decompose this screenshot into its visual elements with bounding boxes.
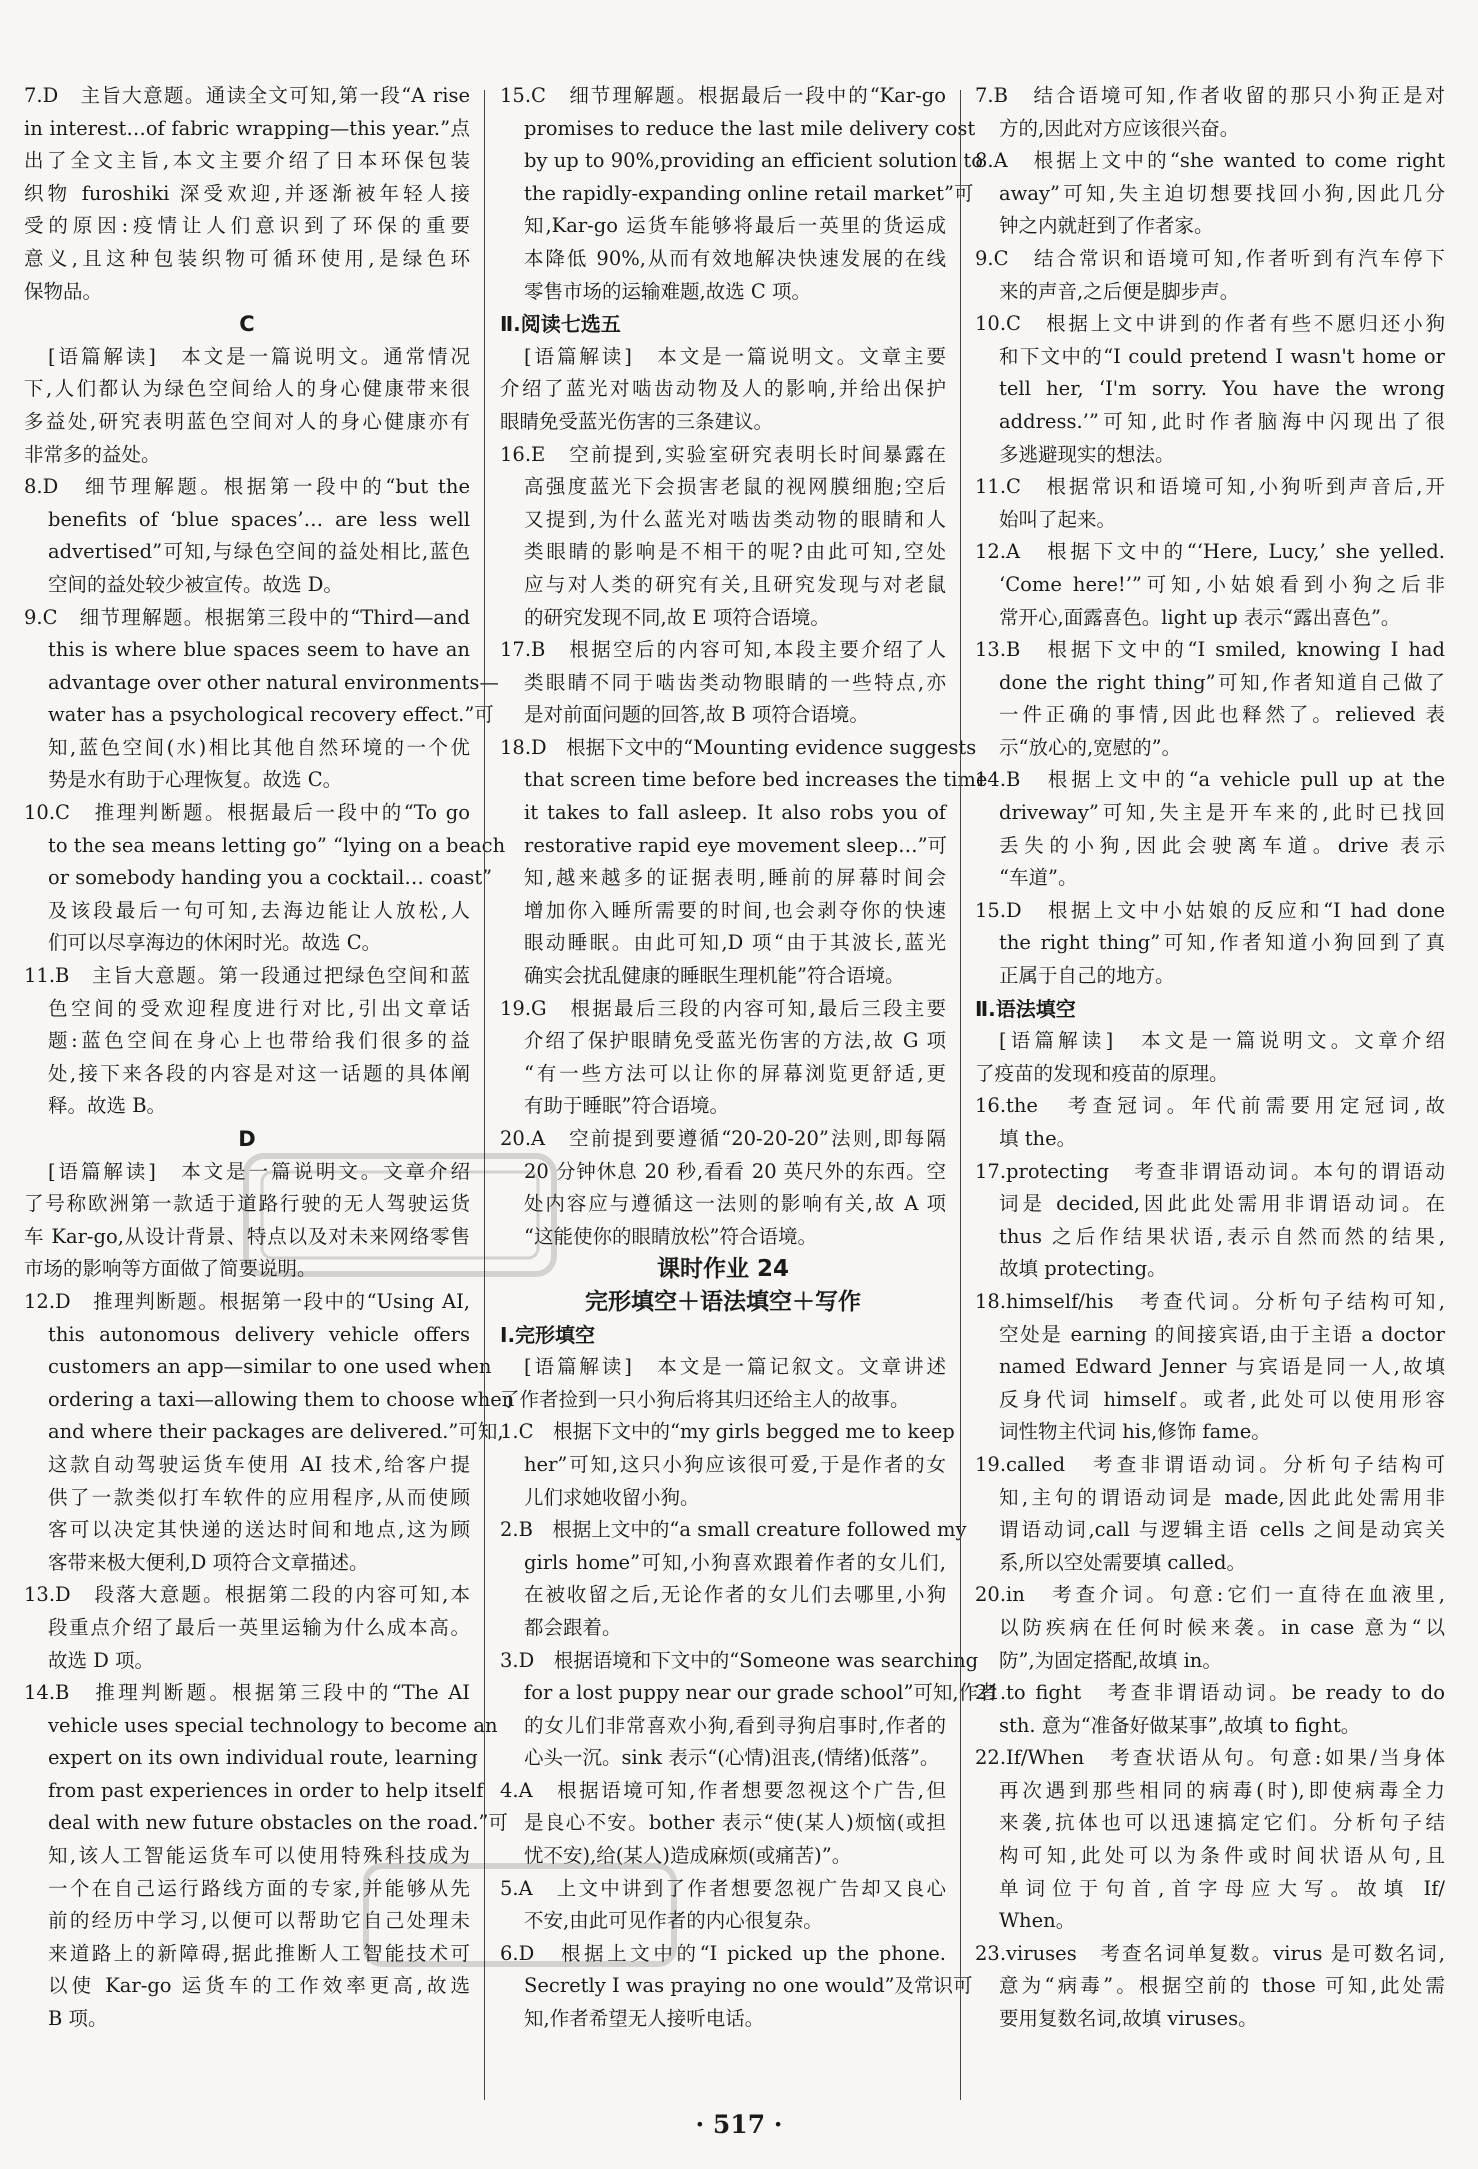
text-line: by up to 90%,providing an efficient solution to [524,149,984,173]
text-line: 了作者捡到一只小狗后将其归还给主人的故事。 [500,1387,910,1411]
text-line: [语篇解读] 本文是一篇说明文。文章介绍 [999,1029,1445,1053]
lesson-title: 完形填空＋语法填空＋写作 [585,1288,861,1315]
text-line: 16.E 空前提到,实验室研究表明长时间暴露在 [500,442,946,466]
text-line: 零售市场的运输难题,故选 C 项。 [524,279,812,303]
text-line: 供了一款类似打车软件的应用程序,从而使顾 [48,1485,470,1509]
text-line: ordering a taxi—allowing them to choose when [48,1387,515,1411]
text-line: advantage over other natural environments— [48,670,499,694]
text-line: [语篇解读] 本文是一篇说明文。文章介绍 [48,1159,470,1183]
text-line: 20.A 空前提到要遵循“20-20-20”法则,即每隔 [500,1127,946,1150]
text-line: 空处是 earning 的间接宾语,由于主语 a doctor [999,1322,1445,1346]
text-line: 12.A 根据下文中的“‘Here, Lucy,’ she yelled. [975,540,1445,564]
text-line: 忧不安),给(某人)造成麻烦(或痛苦)”。 [524,1844,852,1868]
text-line: 客带来极大便利,D 项符合文章描述。 [48,1550,369,1574]
text-line: 介绍了蓝光对啮齿动物及人的影响,并给出保护 [500,377,946,401]
text-line: named Edward Jenner 与宾语是同一人,故填 [999,1355,1445,1379]
text-line: 6.D 根据上文中的“I picked up the phone. [500,1941,946,1965]
text-line: 20.in 考查介词。句意:它们一直待在血液里, [975,1583,1445,1607]
text-line: deal with new future obstacles on the road.”可 [48,1811,508,1835]
text-line: 10.C 推理判断题。根据最后一段中的“To go [24,801,470,825]
column-divider [960,90,961,2100]
part-heading: Ⅱ.阅读七选五 [500,312,621,337]
text-line: 填 the。 [999,1127,1077,1150]
text-line: 势是水有助于心理恢复。故选 C。 [48,768,343,792]
text-line: 本降低 90%,从而有效地解决快速发展的在线 [524,246,946,270]
text-line: 19.called 考查非谓语动词。分析句子结构可 [975,1452,1445,1476]
text-line: 有助于睡眠”符合语境。 [524,1094,729,1118]
text-line: 意为“病毒”。根据空前的 those 可知,此处需 [999,1974,1445,1998]
text-line: this autonomous delivery vehicle offers [48,1322,470,1346]
text-line: this is where blue spaces seem to have an [48,638,470,662]
part-heading: Ⅰ.完形填空 [500,1322,596,1347]
text-line: 21.to fight 考查非谓语动词。be ready to do [975,1681,1445,1705]
text-line: address.’”可知,此时作者脑海中闪现出了很 [999,409,1445,433]
text-line: When。 [999,1909,1076,1933]
text-line: 钟之内就赶到了作者家。 [999,214,1214,238]
text-line: 5.A 上文中讲到了作者想要忽视广告却又良心 [500,1876,946,1900]
text-line: 反身代词 himself。或者,此处可以使用形容 [999,1387,1445,1411]
text-line: 眼睛免受蓝光伤害的三条建议。 [500,409,774,433]
text-line: 是对前面问题的回答,故 B 项符合语境。 [524,703,869,727]
text-line: 确实会扰乱健康的睡眠生理机能”符合语境。 [524,964,905,988]
text-line: 19.G 根据最后三段的内容可知,最后三段主要 [500,996,946,1020]
text-line: vehicle uses special technology to become an [48,1713,498,1737]
text-line: 始叫了起来。 [999,507,1117,531]
text-line: 下,人们都认为绿色空间给人的身心健康带来很 [24,377,470,401]
text-line: 和下文中的“I could pretend I wasn't home or [999,344,1445,368]
text-line: sth. 意为“准备好做某事”,故填 to fight。 [999,1713,1361,1737]
text-line: [语篇解读] 本文是一篇说明文。通常情况 [48,344,470,368]
text-line: 非常多的益处。 [24,442,161,466]
text-line: girls home”可知,小狗喜欢跟着作者的女儿们, [524,1550,946,1574]
text-line: 来的声音,之后便是脚步声。 [999,279,1240,303]
text-line: 正属于自己的地方。 [999,964,1175,988]
text-line: 了号称欧洲第一款适于道路行驶的无人驾驶运货 [24,1192,470,1216]
text-line: 知,越来越多的证据表明,睡前的屏幕时间会 [524,866,946,890]
text-line: 市场的影响等方面做了简要说明。 [24,1257,317,1281]
text-line: from past experiences in order to help itself [48,1778,484,1802]
text-line: 心头一沉。sink 表示“(心情)沮丧,(情绪)低落”。 [524,1746,940,1770]
text-line: 常开心,面露喜色。light up 表示“露出喜色”。 [999,605,1401,629]
text-line: 类眼睛的影响是不相干的呢?由此可知,空处 [524,540,946,564]
text-line: 是良心不安。bother 表示“使(某人)烦恼(或担 [524,1811,946,1835]
text-line: it takes to fall asleep. It also robs you of [524,801,946,825]
text-line: 出了全文主旨,本文主要介绍了日本环保包装 [24,149,470,173]
text-line: and where their packages are delivered.”可知, [48,1420,504,1444]
text-line: 段重点介绍了最后一英里运输为什么成本高。 [48,1615,470,1639]
text-line: 客可以决定其快递的送达时间和地点,这为顾 [48,1518,470,1542]
text-line: 不安,由此可见作者的内心很复杂。 [524,1909,823,1933]
text-line: 1.C 根据下文中的“my girls begged me to keep [500,1420,955,1444]
part-heading: Ⅱ.语法填空 [975,996,1076,1021]
text-line: 构可知,此处可以为条件或时间状语从句,且 [999,1844,1445,1868]
text-line: “这能使你的眼睛放松”符合语境。 [524,1224,817,1248]
column-middle [500,80,998,2036]
text-line: 应与对人类的研究有关,且研究发现与对老鼠 [524,572,946,596]
text-line: 都会跟着。 [524,1615,622,1639]
text-line: 色空间的受欢迎程度进行对比,引出文章话 [48,996,470,1020]
text-line: 知,Kar-go 运货车能够将最后一英里的货运成 [524,214,946,238]
text-line: “有一些方法可以让你的屏幕浏览更舒适,更 [524,1061,946,1085]
text-line: 多益处,研究表明蓝色空间对人的身心健康亦有 [24,409,470,433]
text-line: 9.C 细节理解题。根据第三段中的“Third—and [24,605,470,629]
section-heading: C [239,312,255,337]
text-line: 18.himself/his 考查代词。分析句子结构可知, [975,1289,1445,1313]
text-line: [语篇解读] 本文是一篇记叙文。文章讲述 [524,1355,946,1379]
text-line: away”可知,失主迫切想要找回小狗,因此几分 [999,181,1445,205]
text-line: 4.A 根据语境可知,作者想要忽视这个广告,但 [500,1778,946,1802]
lesson-title: 课时作业 24 [656,1256,789,1283]
text-line: 一个在自己运行路线方面的专家,并能够从先 [48,1876,470,1900]
text-line: for a lost puppy near our grade school”可知,作者 [524,1681,998,1705]
text-line: in interest…of fabric wrapping—this year.”点 [24,116,470,140]
column-left [24,80,515,2036]
text-line: 17.protecting 考查非谓语动词。本句的谓语动 [975,1159,1445,1183]
text-line: 单词位于句首,首字母应大写。故填 If/ [999,1876,1445,1900]
text-line: 知,蓝色空间(水)相比其他自然环境的一个优 [48,735,470,759]
text-line: 来道路上的新障碍,据此推断人工智能技术可 [48,1941,470,1965]
text-line: 又提到,为什么蓝光对啮齿类动物的眼睛和人 [524,507,946,531]
text-line: 丢失的小狗,因此会驶离车道。drive 表示 [999,833,1445,857]
text-line: 以使 Kar-go 运货车的工作效率更高,故选 [48,1974,470,1998]
text-line: 12.D 推理判断题。根据第一段中的“Using AI, [24,1289,470,1313]
text-line: expert on its own individual route, learning [48,1746,478,1770]
text-line: 及该段最后一句可知,去海边能让人放松,人 [48,898,470,922]
text-line: 防”,为固定搭配,故填 in。 [999,1648,1222,1672]
text-line: tell her, ‘I'm sorry. You have the wrong [999,377,1445,401]
text-line: 11.B 主旨大意题。第一段通过把绿色空间和蓝 [24,964,470,988]
text-line: 知,主句的谓语动词是 made,因此此处需用非 [999,1485,1445,1509]
text-line: 空间的益处较少被宣传。故选 D。 [48,572,343,596]
text-line: 一件正确的事情,因此也释然了。relieved 表 [999,703,1445,727]
text-line: 16.the 考查冠词。年代前需要用定冠词,故 [975,1094,1445,1118]
text-line: 谓语动词,call 与逻辑主语 cells 之间是动宾关 [999,1518,1445,1542]
text-line: 3.D 根据语境和下文中的“Someone was searching [500,1648,979,1672]
column-divider [484,90,485,2100]
text-line: 再次遇到那些相同的病毒(时),即使病毒全力 [999,1778,1445,1802]
text-line: done the right thing”可知,作者知道自己做了 [999,670,1445,694]
text-line: [语篇解读] 本文是一篇说明文。文章主要 [524,344,946,368]
text-line: 7.B 结合语境可知,作者收留的那只小狗正是对 [975,84,1445,107]
text-line: 8.A 根据上文中的“she wanted to come right [975,149,1445,173]
text-line: 23.viruses 考查名词单复数。virus 是可数名词, [975,1941,1445,1965]
text-line: 在被收留之后,无论作者的女儿们去哪里,小狗 [524,1583,946,1607]
text-line: 18.D 根据下文中的“Mounting evidence suggests [500,735,977,759]
text-line: B 项。 [48,2007,108,2031]
text-line: the right thing”可知,作者知道小狗回到了真 [999,931,1445,955]
page-number: · 517 · [695,2110,783,2139]
text-line: 故填 protecting。 [999,1257,1167,1281]
text-line: 增加你入睡所需要的时间,也会剥夺你的快速 [524,898,946,922]
text-line: benefits of ‘blue spaces’… are less well [48,507,470,531]
text-line: 9.C 结合常识和语境可知,作者听到有汽车停下 [975,246,1445,270]
column-right [975,80,1445,2036]
text-line: 词是 decided,因此此处需用非谓语动词。在 [999,1192,1445,1216]
text-line: promises to reduce the last mile delivery cost [524,116,976,140]
text-line: “车道”。 [999,866,1078,890]
text-line: 8.D 细节理解题。根据第一段中的“but the [24,475,470,499]
text-line: 类眼睛不同于啮齿类动物眼睛的一些特点,亦 [524,670,946,694]
text-line: 高强度蓝光下会损害老鼠的视网膜细胞;空后 [524,475,946,499]
text-line: 的研究发现不同,故 E 项符合语境。 [524,605,830,629]
text-line: that screen time before bed increases the time [524,768,988,792]
text-line: 知,该人工智能运货车可以使用特殊科技成为 [48,1844,470,1868]
text-line: 以防疾病在任何时候来袭。in case 意为“以 [999,1615,1445,1639]
text-line: 织物 furoshiki 深受欢迎,并逐渐被年轻人接 [24,181,470,205]
text-line: 14.B 根据上文中的“a vehicle pull up at the [975,768,1445,792]
text-line: 受的原因:疫情让人们意识到了环保的重要 [24,214,470,238]
text-line: 题:蓝色空间在身心上也带给我们很多的益 [48,1029,470,1053]
text-line: 系,所以空处需要填 called。 [999,1550,1246,1574]
text-line: 保物品。 [24,279,103,303]
text-line: 这款自动驾驶运货车使用 AI 技术,给客户提 [48,1452,470,1476]
text-line: 处,接下来各段的内容是对这一话题的具体阐 [48,1061,470,1085]
text-line: 们可以尽享海边的休闲时光。故选 C。 [48,931,382,955]
text-line: 14.B 推理判断题。根据第三段中的“The AI [24,1681,470,1705]
text-line: 意义,且这种包装织物可循环使用,是绿色环 [24,246,470,270]
text-line: 释。故选 B。 [48,1094,167,1118]
text-line: 故选 D 项。 [48,1648,155,1672]
text-line: 儿们求她收留小狗。 [524,1485,700,1509]
text-line: 13.B 根据下文中的“I smiled, knowing I had [975,638,1445,662]
text-line: 多逃避现实的想法。 [999,442,1175,466]
text-line: the rapidly-expanding online retail market”可 [524,181,974,205]
text-line: 了疫苗的发现和疫苗的原理。 [975,1061,1229,1085]
text-line: advertised”可知,与绿色空间的益处相比,蓝色 [48,540,470,564]
text-line: her”可知,这只小狗应该很可爱,于是作者的女 [524,1452,946,1476]
text-line: 介绍了保护眼睛免受蓝光伤害的方法,故 G 项 [524,1029,946,1053]
text-line: 10.C 根据上文中讲到的作者有些不愿归还小狗 [975,312,1445,336]
text-line: 20 分钟休息 20 秒,看看 20 英尺外的东西。空 [524,1159,946,1183]
text-line: driveway”可知,失主是开车来的,此时已找回 [999,801,1445,825]
text-line: to the sea means letting go” “lying on a beach [48,833,506,857]
text-line: 前的经历中学习,以便可以帮助它自己处理未 [48,1909,470,1933]
text-line: restorative rapid eye movement sleep…”可 [524,833,948,857]
text-line: 的女儿们非常喜欢小狗,看到寻狗启事时,作者的 [524,1713,946,1737]
text-line: 处内容应与遵循这一法则的影响有关,故 A 项 [524,1192,946,1216]
text-line: ‘Come here!’”可知,小姑娘看到小狗之后非 [999,572,1445,596]
text-line: 词性物主代词 his,修饰 fame。 [999,1420,1271,1444]
text-line: 眼动睡眠。由此可知,D 项“由于其波长,蓝光 [524,931,946,955]
text-line: 来袭,抗体也可以迅速搞定它们。分析句子结 [999,1811,1445,1835]
text-line: 2.B 根据上文中的“a small creature followed my [500,1518,967,1542]
text-line: 示“放心的,宽慰的”。 [999,735,1182,759]
text-line: Secretly I was praying no one would”及常识可 [524,1974,973,1998]
text-line: 22.If/When 考查状语从句。句意:如果/当身体 [975,1746,1445,1770]
text-line: 方的,因此对方应该很兴奋。 [999,116,1240,140]
text-line: 13.D 段落大意题。根据第二段的内容可知,本 [24,1583,470,1607]
text-line: 7.D 主旨大意题。通读全文可知,第一段“A rise [24,84,470,107]
text-line: 15.C 细节理解题。根据最后一段中的“Kar-go [500,84,946,107]
text-line: 17.B 根据空后的内容可知,本段主要介绍了人 [500,638,946,662]
text-line: 11.C 根据常识和语境可知,小狗听到声音后,开 [975,475,1445,499]
text-line: 知,作者希望无人接听电话。 [524,2007,765,2031]
text-line: water has a psychological recovery effect.”可 [48,703,494,727]
section-heading: D [238,1127,256,1151]
text-line: thus 之后作结果状语,表示自然而然的结果, [999,1224,1445,1248]
text-line: 要用复数名词,故填 viruses。 [999,2007,1258,2031]
text-line: 15.D 根据上文中小姑娘的反应和“I had done [975,898,1445,922]
text-line: customers an app—similar to one used when [48,1355,492,1379]
text-line: or somebody handing you a cocktail… coast” [48,866,493,890]
text-line: 车 Kar-go,从设计背景、特点以及对未来网络零售 [24,1224,470,1248]
